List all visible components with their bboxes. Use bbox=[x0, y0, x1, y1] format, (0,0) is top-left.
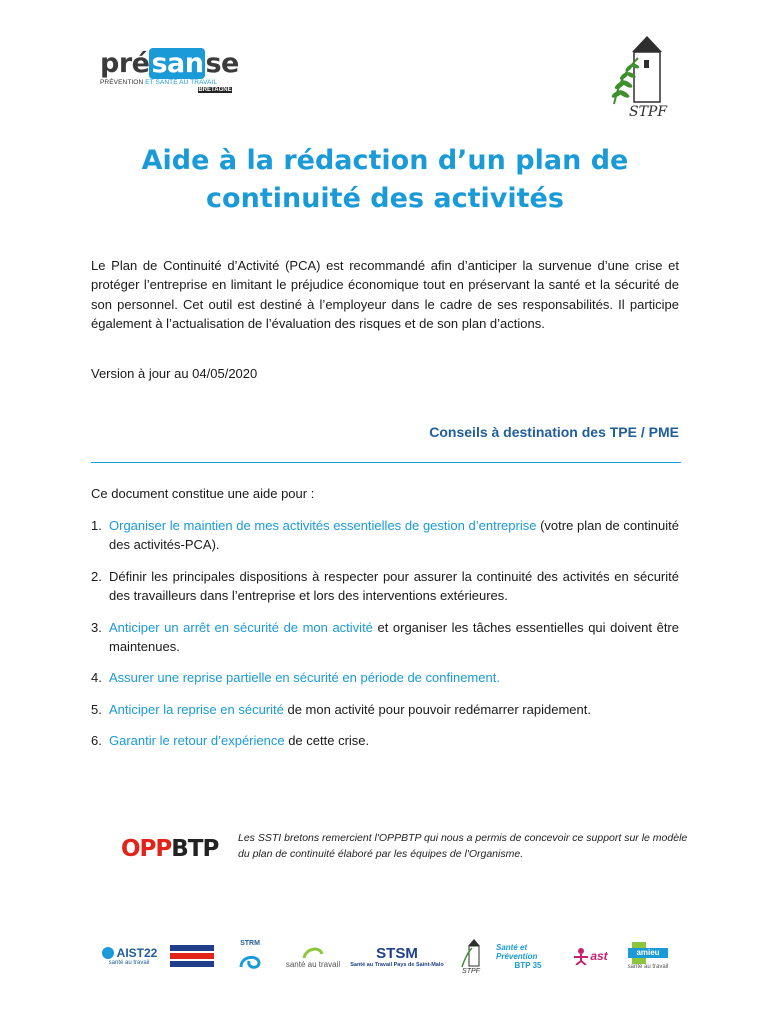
stsm-sub: Santé au Travail Pays de Saint-Malo bbox=[350, 961, 444, 968]
section-divider bbox=[91, 462, 681, 463]
sante-travail-text: santé au travail bbox=[285, 959, 341, 969]
stpf-small-text: STPF bbox=[462, 967, 480, 975]
castle-fern-icon bbox=[459, 938, 483, 968]
stpf-small-logo bbox=[452, 928, 490, 984]
title-line-2: continuité des activités bbox=[206, 183, 564, 214]
oppbtp-logo-opp: OPP bbox=[121, 836, 172, 862]
list-item-number: 4. bbox=[91, 670, 102, 686]
list-item-number: 6. bbox=[91, 733, 102, 749]
presanse-tag-part1: PRÉVENTION bbox=[100, 79, 144, 86]
list-item bbox=[91, 567, 679, 606]
list-item-link[interactable]: Anticiper la reprise en sécurité bbox=[109, 701, 284, 717]
section-heading: Conseils à destination des TPE / PME bbox=[429, 424, 679, 440]
strm-swirl-icon bbox=[237, 947, 263, 973]
stsm-text: STSM bbox=[376, 944, 418, 962]
list-item-link[interactable]: Assurer une reprise partielle en sécurité en période de confinement. bbox=[109, 670, 500, 686]
list-item-number: 5. bbox=[91, 701, 102, 717]
ast-logo bbox=[564, 928, 616, 984]
list-item bbox=[91, 668, 679, 687]
ast-figure-icon bbox=[572, 947, 590, 965]
amieu-text: amieu bbox=[628, 948, 668, 958]
list-item-text: de cette crise. bbox=[284, 733, 370, 749]
list-item-text: (votre plan de continuité des activités-PCA). bbox=[109, 518, 679, 553]
presanse-logo-se: se bbox=[205, 48, 239, 79]
presanse-tag-part2: ET SANTÉ AU TRAVAIL bbox=[145, 79, 218, 86]
acknowledgement-text: Les SSTI bretons remercient l'OPPBTP qui nous a permis de concevoir ce support sur le modèle du plan de continuité élaboré par les équipes de l'Organisme. bbox=[238, 832, 688, 860]
castle-fern-icon bbox=[604, 34, 674, 106]
list-item bbox=[91, 516, 679, 555]
sante-prevention-logo bbox=[496, 928, 560, 984]
stpf-logo bbox=[604, 34, 674, 124]
list-item-text: de mon activité pour pouvoir redémarrer rapidement. bbox=[283, 701, 591, 717]
list-item-number: 3. bbox=[91, 619, 102, 635]
strm-logo bbox=[222, 928, 278, 984]
list-item-link[interactable]: Garantir le retour d’expérience bbox=[109, 733, 285, 749]
version-text: Version à jour au 04/05/2020 bbox=[91, 366, 258, 381]
stpf-logo-text: STPF bbox=[629, 104, 668, 120]
list-item-link[interactable]: Anticiper un arrêt en sécurité de mon activité bbox=[109, 619, 373, 635]
presanse-logo bbox=[100, 50, 240, 102]
list-item-number: 2. bbox=[91, 568, 102, 584]
presanse-region: BRETAGNE bbox=[198, 87, 232, 93]
list-item bbox=[91, 700, 679, 719]
amieu-logo bbox=[622, 928, 674, 984]
flag-logo bbox=[166, 928, 218, 984]
oppbtp-logo-btp: BTP bbox=[171, 836, 219, 862]
list-item-link[interactable]: Organiser le maintien de mes activités essentielles de gestion d’entreprise bbox=[109, 518, 537, 533]
list-item bbox=[91, 618, 679, 657]
oppbtp-logo bbox=[121, 836, 218, 862]
stsm-logo bbox=[348, 928, 446, 984]
amieu-sub: santé au travail bbox=[627, 964, 669, 970]
aist-circle-icon bbox=[101, 946, 115, 960]
objectives-list bbox=[91, 516, 679, 763]
btp35-text: BTP 35 bbox=[514, 960, 542, 970]
flag-icon bbox=[168, 941, 216, 971]
sante-travail-logo bbox=[282, 928, 344, 984]
list-item bbox=[91, 731, 679, 750]
strm-text: STRM bbox=[240, 939, 260, 947]
list-item-text: et organiser les tâches essentielles qui doivent être maintenues. bbox=[109, 619, 679, 655]
list-lead: Ce document constitue une aide pour : bbox=[91, 486, 315, 501]
aist22-sub: santé au travail bbox=[108, 960, 150, 966]
presanse-tagline bbox=[100, 79, 240, 86]
list-item-text: Définir les principales dispositions à respecter pour assurer la continuité des activités en sécurité des travailleurs dans l’entreprise et lors des interventions extérieures. bbox=[109, 568, 679, 604]
page-title bbox=[60, 142, 710, 218]
ast-text: ast bbox=[590, 949, 608, 963]
sante-prevention-text: Santé et Prévention bbox=[496, 942, 538, 961]
sante-arc-icon bbox=[302, 944, 324, 960]
list-item-number: 1. bbox=[91, 518, 102, 533]
title-line-1: Aide à la rédaction d’un plan de bbox=[141, 145, 629, 176]
intro-paragraph: Le Plan de Continuité d’Activité (PCA) est recommandé afin d’anticiper la survenue d’une crise et protéger l’entreprise en limitant le préjudice économique tout en préservant la santé et la sécurité de son personnel. Cet outil est destiné à l’employeur dans le cadre de ses responsabilités. Il participe également à l’actualisation de l’évaluation des risques et de son plan d’actions. bbox=[91, 258, 679, 332]
footer-logos bbox=[96, 928, 676, 988]
aist22-text: AIST22 bbox=[116, 946, 158, 960]
presanse-logo-san: san bbox=[151, 48, 204, 79]
aist22-logo bbox=[96, 928, 162, 984]
presanse-logo-pre: pré bbox=[100, 48, 150, 79]
